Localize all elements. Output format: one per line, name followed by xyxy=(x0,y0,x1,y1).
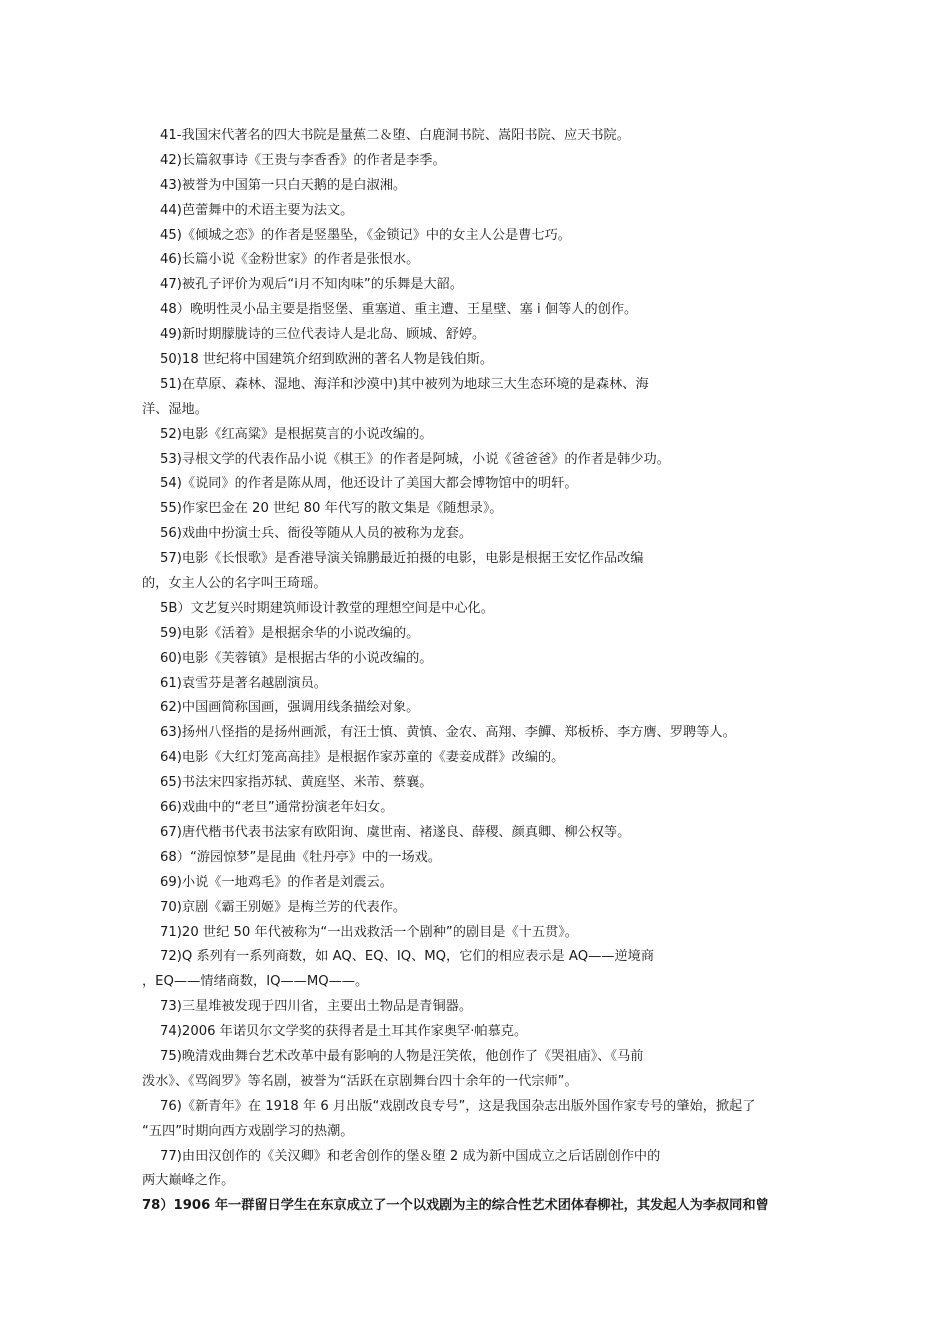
text-line: 69)小说《一地鸡毛》的作者是刘震云。 xyxy=(160,874,393,890)
text-line: ，EQ——情绪商数，IQ——MQ——。 xyxy=(142,974,369,990)
text-line: 62)中国画简称国画，强调用线条描绘对象。 xyxy=(160,700,420,716)
text-line: 53)寻根文学的代表作品小说《棋王》的作者是阿城，小说《爸爸爸》的作者是韩少功。 xyxy=(160,451,670,467)
text-line: 77)由田汉创作的《关汉卿》和老舍创作的堡＆堕 2 成为新中国成立之后话剧创作中的 xyxy=(160,1148,661,1164)
text-line: 41-我国宋代著名的四大书院是量蕉二＆堕、白鹿洞书院、嵩阳书院、应天书院。 xyxy=(160,128,630,143)
text-line: 64)电影《大红灯笼高高挂》是根据作家苏童的《妻妾成群》改编的。 xyxy=(160,750,565,766)
text-line: 54)《说同》的作者是陈从周，他还设计了美国大都会博物馆中的明轩。 xyxy=(160,476,578,492)
text-line: 43)被誉为中国第一只白天鹅的是白淑湘。 xyxy=(160,177,407,193)
text-line: 71)20 世纪 50 年代被称为“一出戏救活一个剧种”的剧目是《十五贯》。 xyxy=(160,924,578,940)
text-line: 73)三星堆被发现于四川省，主要出土物品是青铜器。 xyxy=(160,999,473,1015)
document-body xyxy=(142,124,822,1219)
text-line: 57)电影《长恨歌》是香港导演关锦鹏最近拍摄的电影，电影是根据王安忆作品改编 xyxy=(160,551,644,567)
text-line: 的，女主人公的名字叫王琦瑶。 xyxy=(142,576,327,592)
text-line: 洋、湿地。 xyxy=(142,401,208,417)
text-line: 75)晚清戏曲舞台艺术改革中最有影响的人物是汪笑侬，他创作了《哭祖庙》、《马前 xyxy=(160,1048,644,1064)
text-line: 42)长篇叙事诗《王贵与李香香》的作者是李季。 xyxy=(160,152,446,168)
text-line: 68）“游园惊梦”是昆曲《牡丹亭》中的一场戏。 xyxy=(160,849,442,865)
text-line: 70)京剧《霸王别姬》是梅兰芳的代表作。 xyxy=(160,899,407,915)
text-line: 52)电影《红高粱》是根据莫言的小说改编的。 xyxy=(160,426,433,442)
text-line: 泼水》、《骂阎罗》等名剧，被誉为“活跃在京剧舞台四十余年的一代宗师”。 xyxy=(142,1073,578,1089)
text-line: 5B）文艺复兴时期建筑师设计教堂的理想空间是中心化。 xyxy=(160,600,494,616)
text-line: 56)戏曲中扮演士兵、衙役等随从人员的被称为龙套。 xyxy=(160,526,473,542)
text-line: 76)《新青年》在 1918 年 6 月出版“戏剧改良专号”，这是我国杂志出版外国作家专号的肇始，掀起了 xyxy=(160,1098,756,1114)
text-line: 72)Q 系列有一系列商数，如 AQ、EQ、IQ、MQ，它们的相应表示是 AQ——逆境商 xyxy=(160,949,655,965)
text-line: 66)戏曲中的“老旦”通常扮演老年妇女。 xyxy=(160,800,394,816)
text-line: “五四”时期向西方戏剧学习的热潮。 xyxy=(142,1123,354,1139)
text-line: 78）1906 年一群留日学生在东京成立了一个以戏剧为主的综合性艺术团体春柳社，其发起人为李叔同和曾 xyxy=(142,1198,769,1214)
text-line: 50)18 世纪将中国建筑介绍到欧洲的著名人物是钱伯斯。 xyxy=(160,352,494,368)
text-line: 51)在草原、森林、湿地、海洋和沙漠中)其中被列为地球三大生态环境的是森林、海 xyxy=(160,376,649,392)
text-line: 60)电影《芙蓉镇》是根据古华的小说改编的。 xyxy=(160,650,433,666)
text-line: 59)电影《活着》是根据余华的小说改编的。 xyxy=(160,625,420,641)
text-line: 65)书法宋四家指苏轼、黄庭坚、米芾、蔡襄。 xyxy=(160,775,433,791)
text-line: 67)唐代楷书代表书法家有欧阳询、虞世南、褚遂良、薛稷、颜真卿、柳公权等。 xyxy=(160,824,631,840)
text-line: 49)新时期朦胧诗的三位代表诗人是北岛、顾城、舒婷。 xyxy=(160,327,486,343)
text-line: 55)作家巴金在 20 世纪 80 年代写的散文集是《随想录》。 xyxy=(160,501,503,517)
text-line: 45)《倾城之恋》的作者是竖墨坠，《金锁记》中的女主人公是曹七巧。 xyxy=(160,227,571,243)
text-line: 47)被孔子评价为观后“i月不知肉味”的乐舞是大韶。 xyxy=(160,277,464,293)
text-line: 63)扬州八怪指的是扬州画派，有汪士慎、黄慎、金农、高翔、李鱓、郑板桥、李方膺、罗聘等人。 xyxy=(160,725,736,741)
text-line: 两大巅峰之作。 xyxy=(142,1173,235,1189)
text-line: 61)袁雪芬是著名越剧演员。 xyxy=(160,675,327,691)
text-line: 46)长篇小说《金粉世家》的作者是张恨水。 xyxy=(160,252,420,268)
text-line: 48）晚明性灵小品主要是指竖堡、重塞道、重主遭、王星壁、塞 i 佪等人的创作。 xyxy=(160,302,638,318)
text-line: 74)2006 年诺贝尔文学奖的获得者是土耳其作家奥罕·帕慕克。 xyxy=(160,1024,528,1040)
text-line: 44)芭蕾舞中的术语主要为法文。 xyxy=(160,202,354,218)
